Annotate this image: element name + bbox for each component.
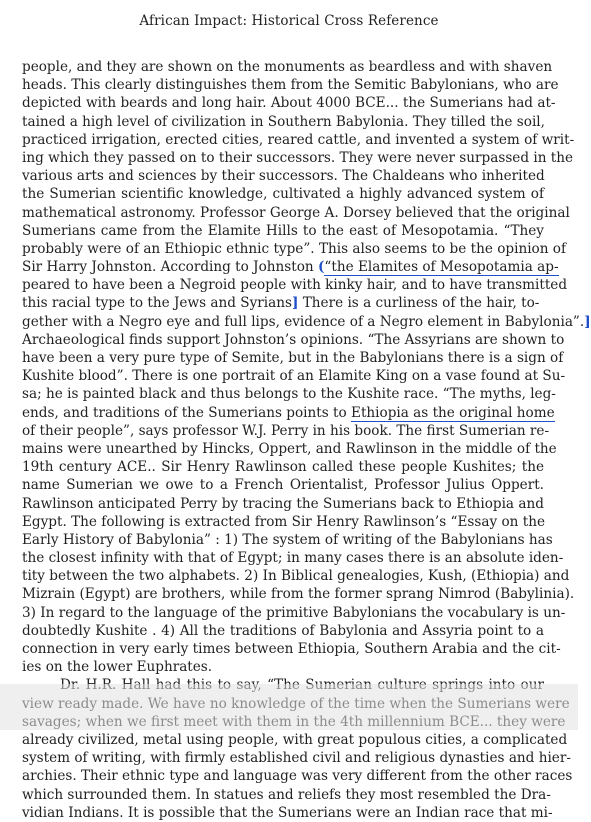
text-line: Archaeological finds support Johnston’s opinions. “The Assyrians are shown to (22, 331, 565, 348)
text-line: have been a very pure type of Semite, but in the Babylonians there is a sign of (22, 350, 564, 366)
text-line-annotated (22, 313, 591, 331)
text-line: heads. This clearly distinguishes them from the Semitic Babylonians, who are (22, 77, 559, 94)
text-line: mathematical astronomy. Professor George A. Dorsey believed that the original (22, 204, 570, 221)
text-line: Kushite blood”. There is one portrait of an Elamite King on a vase found at Su- (22, 368, 566, 385)
text-line: ies on the lower Euphrates. (22, 659, 213, 676)
text-line: the closest infinity with that of Egypt; in many cases there is an absolute iden- (22, 550, 564, 567)
text-line: which surrounded them. In statues and reliefs they most resembled the Dra- (22, 786, 551, 803)
text-line: sa; he is painted black and thus belongs to the Kushite race. “The myths, leg- (22, 386, 556, 403)
handwritten-bracket: ] (584, 313, 591, 330)
text-line: archies. Their ethnic type and language was very different from the other races (22, 768, 573, 785)
page-header-title: African Impact: Historical Cross Reference (139, 13, 439, 29)
text-segment: ends, and traditions of the Sumerians points to (22, 404, 352, 421)
text-line: connection in very early times between Ethiopia, Southern Arabia and the cit- (22, 641, 561, 657)
text-segment: Sir Harry Johnston. According to Johnston (22, 259, 318, 276)
text-line: Sumerians came from the Elamite Hills to the east of Mesopotamia. “They (22, 222, 544, 239)
text-line: peared to have been a Negroid people with kinky hair, and to have transmitted (22, 277, 568, 294)
text-line: depicted with beards and long hair. About 4000 BCE... the Sumerians had at- (22, 95, 556, 112)
text-segment: There is a curliness of the hair, to- (298, 295, 540, 312)
text-line-annotated (22, 294, 544, 312)
text-line: tained a high level of civilization in Southern Babylonia. They tilled the soil, (22, 113, 545, 130)
text-line: Early History of Babylonia” : 1) The system of writing of the Babylonians has (22, 531, 553, 548)
underlined-text: the Elamites of Mesopotamia ap- (331, 259, 559, 276)
viewer-bottom-overlay (0, 684, 578, 730)
text-line: already civilized, metal using people, with great populous cities, a complicated (22, 731, 568, 748)
text-line: Rawlinson anticipated Perry by tracing the Sumerians back to Ethiopia and (22, 495, 544, 512)
text-line: people, and they are shown on the monuments as beardless and with shaven (22, 59, 553, 75)
text-segment: gether with a Negro eye and full lips, evidence of a Negro element in Babylonia”. (22, 313, 585, 330)
underlined-quote: “the Elamites of Mesopotamia ap- (324, 259, 559, 276)
text-line: 19th century ACE.. Sir Henry Rawlinson called these people Kushites; the (22, 459, 544, 476)
text-line: the Sumerian scientific knowledge, cultivated a highly advanced system of (22, 186, 544, 203)
text-line: various arts and sciences by their successors. The Chaldeans who inherited (22, 168, 545, 185)
text-line: practiced irrigation, erected cities, reared cattle, and invented a system of writ- (22, 131, 575, 148)
text-line-annotated (22, 404, 555, 422)
handwritten-bracket: ] (291, 295, 299, 312)
underlined-text: Ethiopia as the original home (351, 404, 555, 421)
text-line: Egypt. The following is extracted from Sir Henry Rawlinson’s “Essay on the (22, 513, 546, 530)
text-segment: this racial type to the Jews and Syrians (22, 295, 292, 312)
text-line: 3) In regard to the language of the primitive Babylonians the vocabulary is un- (22, 604, 566, 621)
text-line: Mizrain (Egypt) are brothers, while from the former sprang Nimrod (Babylinia). (22, 586, 575, 603)
handwritten-bracket: ( (317, 259, 325, 276)
text-line: name Sumerian we owe to a French Orientalist, Professor Julius Oppert. (22, 477, 544, 494)
text-line: tity between the two alphabets. 2) In Biblical genealogies, Kush, (Ethiopia) and (22, 568, 570, 585)
text-line: vidian Indians. It is possible that the Sumerians were an Indian race that mi- (22, 804, 553, 821)
text-line: doubtedly Kushite . 4) All the traditions of Babylonia and Assyria point to a (22, 622, 544, 639)
text-line: probably were of an Ethiopic ethnic type”. This also seems to be the opinion of (22, 240, 567, 257)
text-line: ing which they passed on to their successors. They were never surpassed in the (22, 149, 574, 166)
text-line: system of writing, with firmly established civil and religious dynasties and hier- (22, 750, 571, 767)
text-line: of their people”, says professor W.J. Perry in his book. The first Sumerian re- (22, 422, 550, 439)
text-line-annotated (22, 258, 559, 276)
text-line: mains were unearthed by Hincks, Oppert, and Rawlinson in the middle of the (22, 440, 557, 457)
